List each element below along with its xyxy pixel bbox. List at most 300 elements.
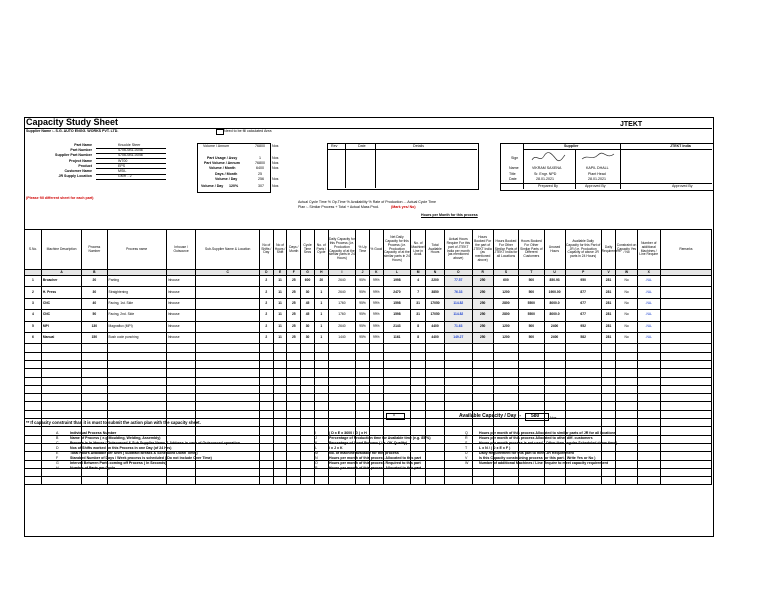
table-cell: 99% [369,298,383,309]
table-cell: 281 [601,287,616,298]
table-cell: Manual [41,332,81,343]
empty-cell [196,344,260,352]
empty-cell [273,394,287,402]
legend-letter: E [56,451,59,455]
empty-cell [369,377,383,385]
column-header: Daily Requirement [601,230,616,270]
empty-cell [445,419,473,427]
empty-cell [41,344,81,352]
empty-cell [301,377,315,385]
empty-cell [472,369,493,377]
empty-cell [369,410,383,418]
empty-cell [411,419,426,427]
empty-cell [25,435,42,443]
empty-cell [287,385,301,393]
table-cell: 30 [301,321,315,332]
empty-cell [369,369,383,377]
column-header: Days / Month [287,230,301,270]
empty-cell [107,410,166,418]
empty-cell [493,344,518,352]
empty-cell [196,468,260,476]
table-row [25,276,712,287]
column-header: Hours Booked For Other Similar Parts of JTEKT India for all Locations [493,230,518,270]
volume-month-unit: Nos [272,166,279,170]
table-cell: 600 [493,276,518,287]
column-letter: N [426,270,445,276]
prepared-date: 28.01.2021 [536,177,554,181]
table-cell: 250 [472,310,493,321]
legend-description: No. of machine available for this process [329,451,399,455]
part-info-underline [96,179,166,180]
revision-header-line [327,149,477,150]
empty-cell [82,385,107,393]
empty-cell [328,402,356,410]
empty-cell [259,443,273,451]
empty-cell [445,377,473,385]
empty-cell [660,369,711,377]
legend-description: Hours per month of this process Allocated to similar parts of JR for all locations [479,431,616,435]
volume-day-pct: 120% [229,184,239,188]
empty-cell [383,394,411,402]
empty-cell [25,452,42,460]
empty-cell [259,427,273,435]
table-cell: 6 [25,332,42,343]
table-cell: 45 [301,310,315,321]
empty-cell [637,377,660,385]
part-info-label: Customer Name [64,169,92,173]
legend-description: Standard Number of Days / Week process is scheduled ( Do not include Over Time) [70,456,212,460]
table-cell: 1200 [493,321,518,332]
part-info-value: MSIL [118,169,127,173]
empty-cell [273,460,287,468]
table-cell: 677 [565,298,601,309]
empty-cell [426,410,445,418]
empty-cell [25,344,42,352]
empty-cell [601,377,616,385]
empty-cell [544,369,565,377]
empty-cell [369,352,383,360]
empty-cell [166,410,196,418]
bottom-zero-cell [386,413,405,420]
empty-cell [544,344,565,352]
empty-cell [660,394,711,402]
empty-cell [259,352,273,360]
empty-cell [637,427,660,435]
column-letter: X [637,270,660,276]
column-header: Actual Hours Require For this part of JTEKT India per month (as mentioned above) [445,230,473,270]
empty-cell [273,410,287,418]
table-cell: 11 [273,321,287,332]
volume-annum-value: 76800 [255,144,265,148]
empty-cell [616,452,637,460]
part-info-label: JR Supply Location [58,174,92,179]
legend-description: Is this Capacity constraining process for this part ( Write Yes or No ) [479,456,596,460]
empty-cell [637,369,660,377]
legend-letter: V [465,456,468,460]
legend-letter: H [56,466,59,470]
approved-title: Plant Head [588,172,606,176]
empty-cell [41,360,81,368]
empty-cell [411,377,426,385]
prepared-signature-image [530,151,566,163]
empty-cell [166,360,196,368]
empty-cell [166,377,196,385]
empty-cell [426,477,445,485]
empty-cell [356,394,370,402]
empty-cell [82,344,107,352]
empty-cell [166,369,196,377]
empty-cell [107,477,166,485]
empty-cell [356,419,370,427]
table-cell: 30 [301,287,315,298]
table-cell: 3850 [426,287,445,298]
empty-cell [411,427,426,435]
table-cell: 11 [273,287,287,298]
legend-letter: S [465,441,468,445]
table-cell: 1760 [328,310,356,321]
table-cell: 5500 [519,310,544,321]
title-label: Title [509,172,516,176]
empty-cell [519,402,544,410]
empty-cell [287,419,301,427]
empty-cell [314,385,328,393]
empty-cell [107,385,166,393]
legend-letter: Q [465,431,468,435]
empty-cell [287,452,301,460]
empty-cell [259,360,273,368]
column-header: Hours Booked For Other Similar Parts of Different Customers [519,230,544,270]
empty-cell [601,385,616,393]
empty-table-row [25,394,712,402]
empty-cell [314,427,328,435]
empty-cell [660,435,711,443]
empty-cell [25,468,42,476]
empty-table-row [25,344,712,352]
empty-cell [637,419,660,427]
table-cell: 250 [472,321,493,332]
empty-cell [637,402,660,410]
empty-cell [369,360,383,368]
table-cell: 2 [259,310,273,321]
table-cell: 1 [314,287,328,298]
column-letter: B [82,270,107,276]
empty-cell [544,360,565,368]
table-cell: 40 [82,298,107,309]
table-cell [660,276,711,287]
empty-cell [287,477,301,485]
empty-cell [637,352,660,360]
empty-table-row [25,477,712,485]
column-letter: L [383,270,411,276]
available-capacity-label: Available Capacity / Day :- [459,413,522,419]
table-row [25,287,712,298]
column-letter: G [301,270,315,276]
available-capacity-value: 580 [531,413,540,419]
empty-cell [426,443,445,451]
empty-cell [196,360,260,368]
approved-by-label: Approved By [585,184,606,188]
prepared-by-label: Prepared By [538,184,558,188]
volume-day-unit: Nos [272,177,279,181]
empty-cell [411,344,426,352]
part-info-value: GMR - 2 [118,174,132,179]
empty-cell [41,410,81,418]
legend-letter: J [315,436,317,440]
table-cell [196,310,260,321]
empty-cell [356,352,370,360]
table-cell: 95% [356,276,370,287]
empty-cell [273,344,287,352]
empty-cell [544,352,565,360]
table-cell: Facing, 2nd. Side [107,310,166,321]
empty-cell [445,477,473,485]
part-info-label: Project Name [69,158,92,163]
empty-cell [287,468,301,476]
empty-cell [369,427,383,435]
empty-cell [166,394,196,402]
empty-cell [660,460,711,468]
legend-description: Percentage of Good Process ( i.e. OK Quality) [329,441,408,445]
empty-cell [41,369,81,377]
part-info-underline [96,158,166,159]
empty-cell [301,452,315,460]
empty-cell [383,369,411,377]
volume-day-pct-value: 307 [258,184,264,188]
empty-cell [107,344,166,352]
empty-cell [166,460,196,468]
table-cell: 600 [301,276,315,287]
table-cell: CNC [41,298,81,309]
empty-cell [273,352,287,360]
empty-cell [25,385,42,393]
empty-table-row [25,360,712,368]
table-cell: 30 [82,287,107,298]
empty-cell [107,360,166,368]
days-month-label: Days / Month [215,172,238,176]
empty-cell [660,452,711,460]
table-cell: 71.63 [445,321,473,332]
empty-cell [411,369,426,377]
table-cell: 2640 [328,287,356,298]
table-cell: 2 [25,287,42,298]
empty-cell [660,352,711,360]
empty-cell [445,369,473,377]
column-header: Number of additional Machines / Line Require [637,230,660,270]
legend-letter: U [465,451,468,455]
table-cell: 11 [273,298,287,309]
table-cell [660,298,711,309]
empty-cell [411,402,426,410]
table-cell: 4 [411,276,426,287]
empty-cell [273,443,287,451]
empty-cell [301,385,315,393]
empty-cell [328,477,356,485]
empty-cell [273,402,287,410]
empty-cell [493,369,518,377]
empty-cell [314,344,328,352]
part-info-value: EPS [118,163,126,168]
table-cell: -NA- [637,276,660,287]
column-header: % Good [369,230,383,270]
table-cell: Inhouse [166,287,196,298]
empty-cell [301,360,315,368]
sign-label: Sign [511,156,519,160]
empty-cell [196,410,260,418]
empty-cell [287,460,301,468]
table-cell: 1 [314,298,328,309]
empty-cell [637,360,660,368]
empty-cell [565,352,601,360]
column-letter: U [544,270,565,276]
empty-cell [328,394,356,402]
table-cell: 76.33 [445,287,473,298]
empty-cell [660,427,711,435]
table-cell: No [616,287,637,298]
table-cell: 500 [519,321,544,332]
empty-cell [196,477,260,485]
column-header: Daily Capacity for this Process (i.e. Production Capacity of at the similar parts in 24 Hours) [328,230,356,270]
legend-description: Nos of Shifts worked on this Process in one Day (of 24 Hrs) [70,446,172,450]
legend-description: Hours per month process is not used ( Other than regular Scheduled down time ) [479,441,618,445]
empty-cell [472,419,493,427]
constraint-note: ** If capacity constraint than it is must to submit the action plan with the capacity sheet. [26,420,201,425]
empty-cell [287,369,301,377]
table-cell: 1161 [383,332,411,343]
table-cell: 500 [519,332,544,343]
empty-cell [637,443,660,451]
table-cell: -NA- [637,287,660,298]
empty-cell [259,419,273,427]
table-cell: 17050 [426,298,445,309]
empty-cell [356,477,370,485]
legend-letter: P [315,466,318,470]
empty-table-row [25,369,712,377]
table-cell: MPI [41,321,81,332]
table-cell: 1900.00 [544,287,565,298]
table-cell: 850.93 [544,276,565,287]
empty-cell [601,468,616,476]
table-cell: 8000.0 [544,298,565,309]
revision-divider-1 [345,143,346,188]
brand-logo-text: JTEKT [620,121,643,128]
empty-cell [82,377,107,385]
legend-letter: R [465,436,468,440]
table-cell: Inhouse [166,298,196,309]
volume-day-value: 256 [258,177,264,181]
empty-cell [259,402,273,410]
empty-cell [196,419,260,427]
empty-cell [660,419,711,427]
table-cell: 4 [25,310,42,321]
empty-cell [472,402,493,410]
empty-cell [82,402,107,410]
empty-cell [565,377,601,385]
empty-cell [637,394,660,402]
empty-cell [411,410,426,418]
empty-cell [637,410,660,418]
empty-cell [196,377,260,385]
empty-cell [616,402,637,410]
table-cell: 45 [301,298,315,309]
empty-cell [196,460,260,468]
revision-date-label: Date [358,144,366,148]
table-cell: 95% [356,332,370,343]
empty-cell [259,460,273,468]
empty-cell [196,385,260,393]
volume-annum-label: Volume / Annum [203,144,230,148]
empty-cell [25,352,42,360]
empty-cell [637,435,660,443]
column-letter: A [41,270,81,276]
column-letter: D [259,270,273,276]
empty-cell [301,369,315,377]
empty-cell [383,385,411,393]
supplier-header: Supplier [564,144,579,148]
empty-cell [356,360,370,368]
empty-cell [616,435,637,443]
volume-day-pct-unit: Nos [272,184,279,188]
empty-cell [166,385,196,393]
empty-cell [369,477,383,485]
empty-cell [426,427,445,435]
empty-cell [601,402,616,410]
column-letter: W [616,270,637,276]
empty-cell [107,369,166,377]
table-cell: 50 [82,310,107,321]
empty-cell [259,435,273,443]
empty-cell [259,369,273,377]
table-cell: 281 [601,276,616,287]
empty-cell [616,410,637,418]
empty-cell [273,385,287,393]
table-cell: 99% [369,287,383,298]
table-cell: 8 [411,321,426,332]
days-month-value: 25 [258,172,262,176]
empty-cell [426,369,445,377]
empty-cell [445,352,473,360]
empty-cell [369,402,383,410]
empty-cell [493,468,518,476]
empty-cell [383,402,411,410]
empty-cell [369,385,383,393]
legend-letter: N [315,456,318,460]
table-cell: 114.82 [445,310,473,321]
empty-cell [301,402,315,410]
column-header: Remarks [660,230,711,270]
approved-date: 28.01.2021 [588,177,606,181]
column-letter: M [411,270,426,276]
table-cell: 31 [411,298,426,309]
legend-letter: W [465,461,469,465]
table-cell: Inhouse [166,332,196,343]
table-cell: 4400 [426,332,445,343]
table-cell: 95% [356,298,370,309]
table-cell: No [616,321,637,332]
empty-cell [259,394,273,402]
column-letter: P [565,270,601,276]
table-cell: 99% [369,276,383,287]
volume-day-label: Volume / Day [215,177,238,181]
prepared-name: VIKRAM SAXENA [532,166,562,170]
table-cell: 2640 [328,276,356,287]
empty-cell [314,352,328,360]
empty-cell [565,410,601,418]
empty-cell [445,402,473,410]
empty-cell [259,452,273,460]
part-info-underline [96,163,166,164]
empty-cell [287,344,301,352]
empty-cell [426,468,445,476]
